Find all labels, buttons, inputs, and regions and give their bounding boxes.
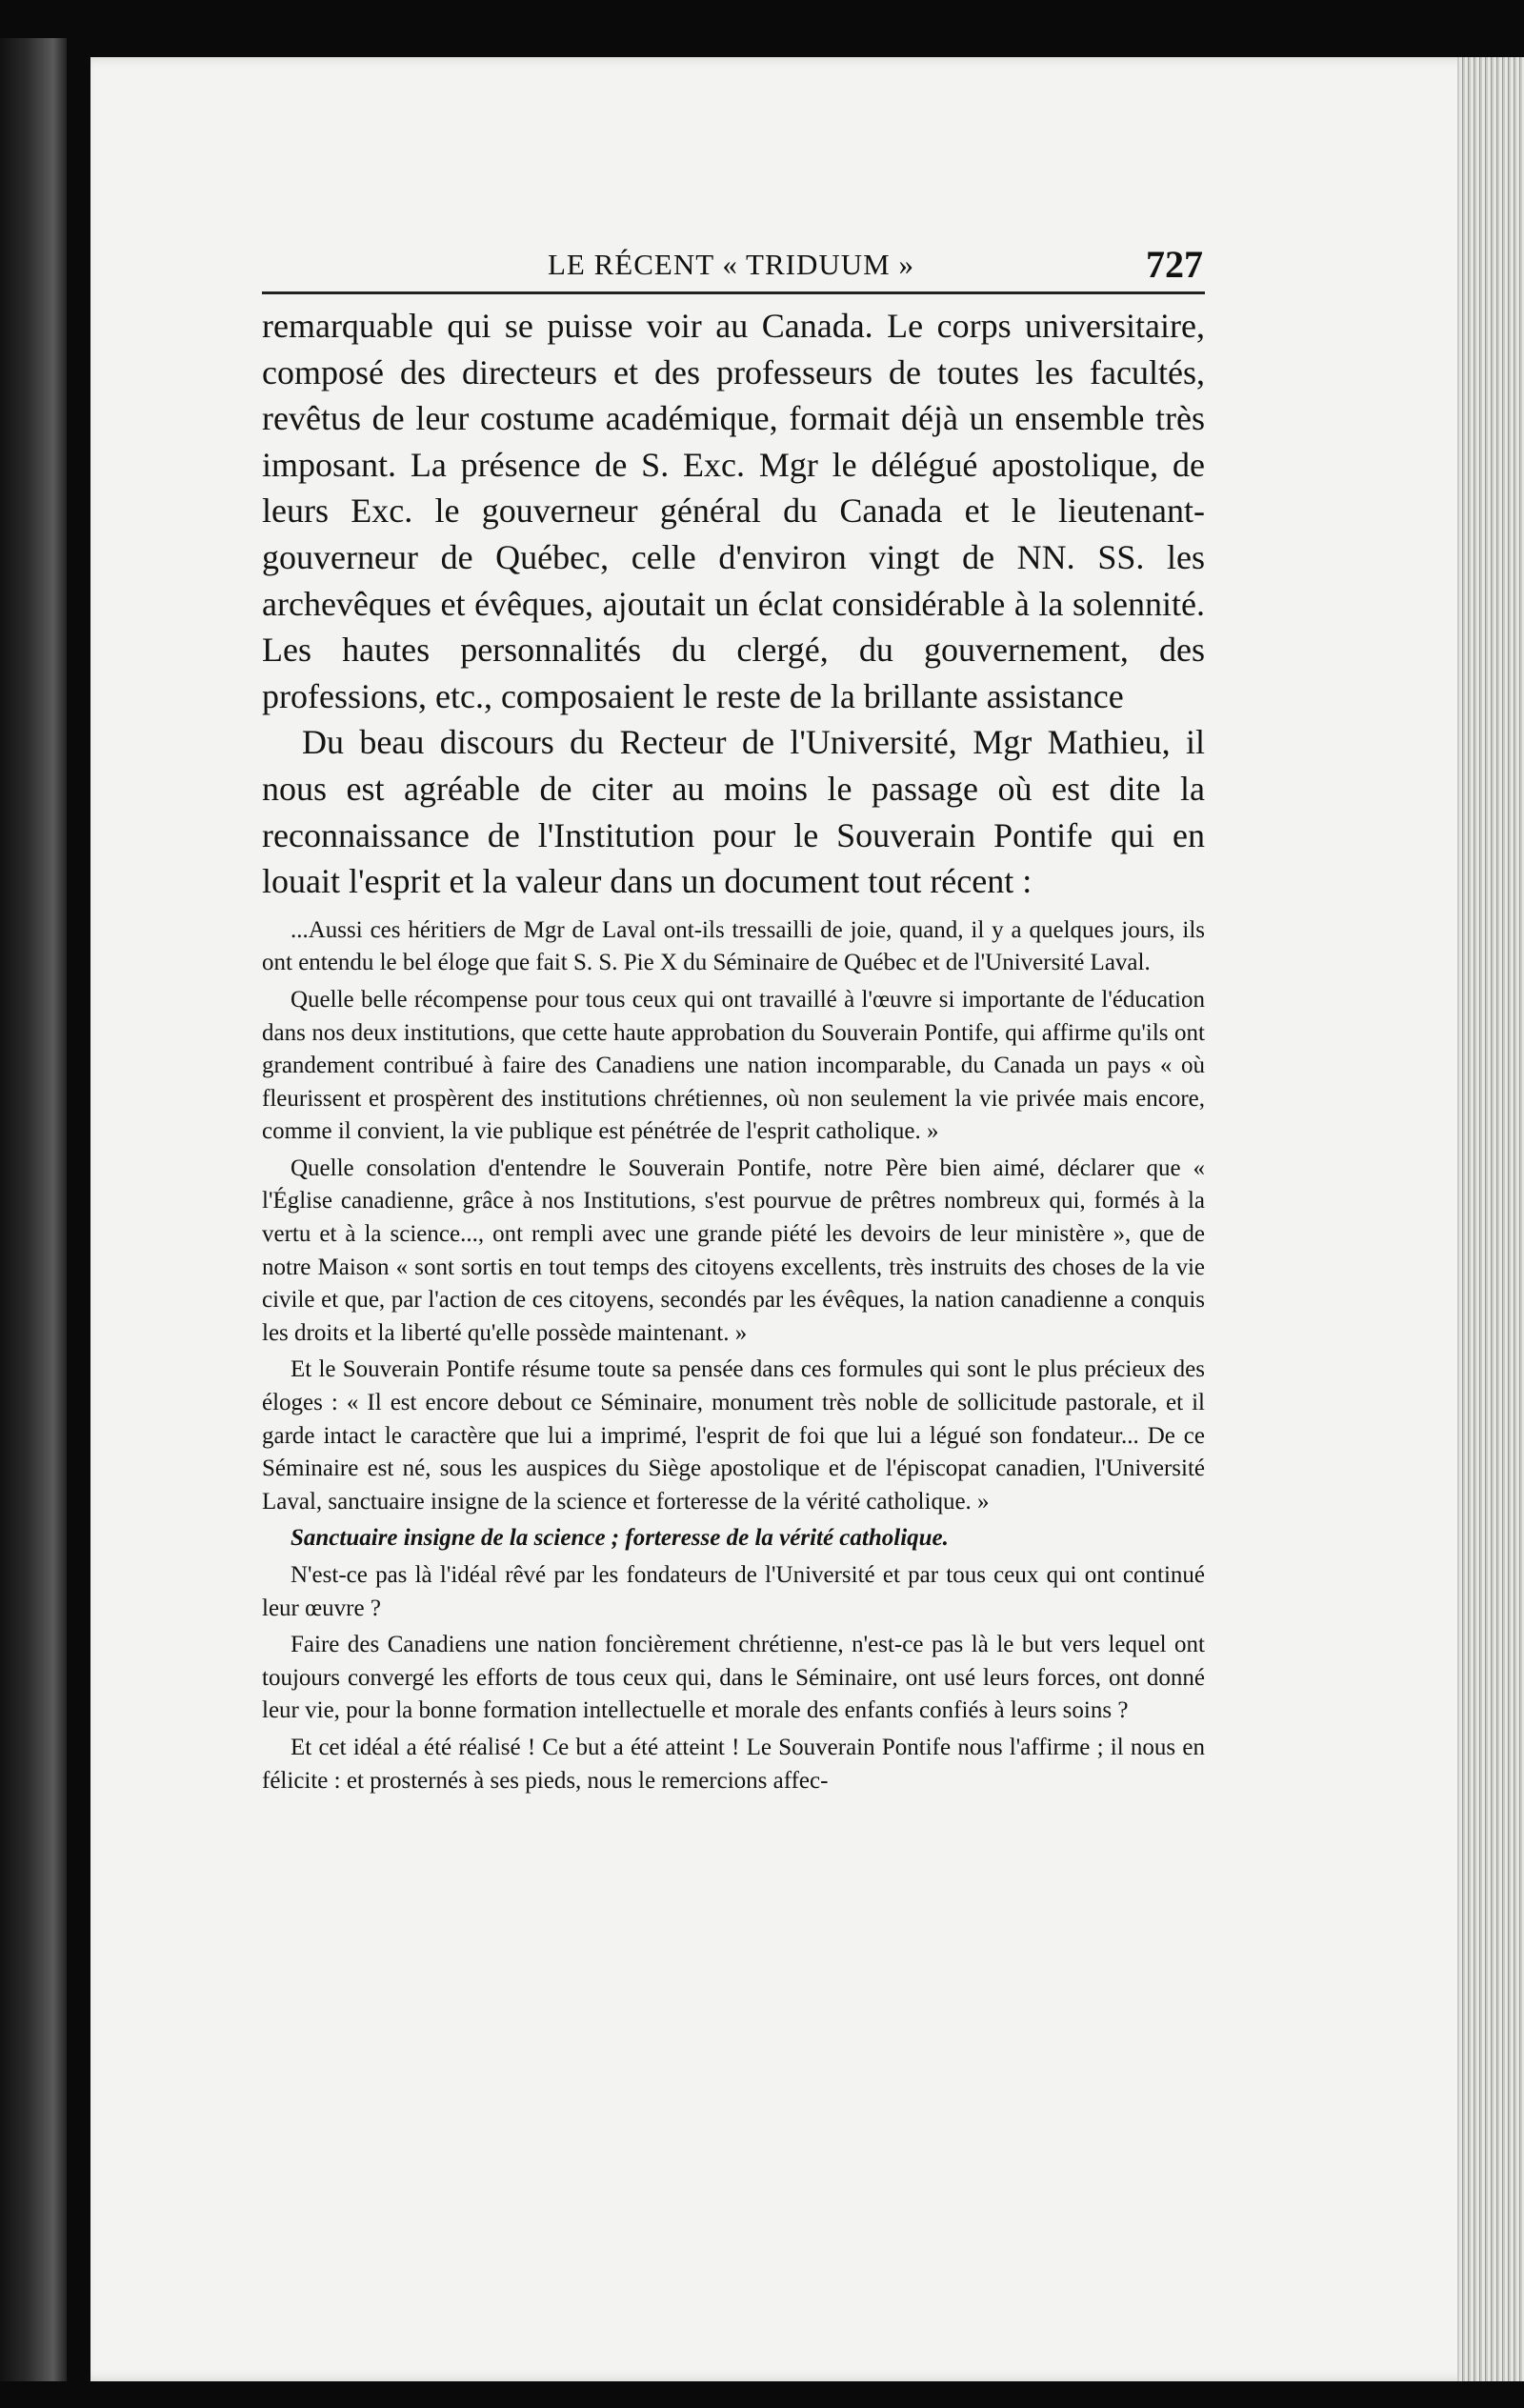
quote-paragraph: Faire des Canadiens une nation foncièrement chrétienne, n'est-ce pas là le but vers lequel ont toujours convergé les efforts de tous ceux qui, dans le Séminaire, ont usé leurs forces, ont donné leur vie, pour la bonne formation intellectuelle et morale des enfants confiés à leurs soins ?	[262, 1632, 1205, 1724]
page-stack-edge	[1457, 57, 1524, 2381]
main-text	[262, 303, 1205, 905]
running-head: LE RÉCENT « TRIDUUM »	[548, 248, 914, 281]
page-number: 727	[1146, 243, 1203, 286]
quote-paragraph: Quelle consolation d'entendre le Souverain Pontife, notre Père bien aimé, déclarer que « l'Église canadienne, grâce à nos Institutions, s'est pourvue de prêtres nombreux qui, formés à la vertu et à la science..., ont rempli avec une grande piété les devoirs de leur ministère », que de notre Maison « sont sortis en tout temps des citoyens excellents, très instruits des choses de la vie civile et que, par l'action de ces citoyens, secondés par les évêques, la nation canadienne a conquis les droits et la liberté qu'elle possède maintenant. »	[262, 1154, 1205, 1346]
page-text	[262, 303, 1205, 1801]
quoted-speech	[262, 914, 1205, 1797]
header-rule	[262, 291, 1205, 294]
quote-paragraph: Et le Souverain Pontife résume toute sa pensée dans ces formules qui sont le plus précieux des éloges : « Il est encore debout ce Séminaire, monument très noble de sollicitude pastorale, et il garde intact le caractère que lui a imprimé, l'esprit de foi que lui a légué son fondateur... De ce Séminaire est né, sous les auspices du Siège apostolique et de l'épiscopat canadien, l'Université Laval, sanctuaire insigne de la science et forteresse de la vérité catholique. »	[262, 1356, 1205, 1515]
paragraph: remarquable qui se puisse voir au Canada. Le corps universitaire, composé des directeurs et des professeurs de toutes les facultés, revêtus de leur costume académique, formait déjà un ensemble très imposant. La présence de S. Exc. Mgr le délégué apostolique, de leurs Exc. le gouverneur général du Canada et le lieutenant-gouverneur de Québec, celle d'environ vingt de NN. SS. les archevêques et évêques, ajoutait un éclat considérable à la solennité. Les hautes personnalités du clergé, du gouvernement, des professions, etc., composaient le reste de la brillante assistance	[262, 307, 1205, 715]
adjacent-page-edge	[0, 38, 67, 2381]
quote-paragraph: N'est-ce pas là l'idéal rêvé par les fondateurs de l'Université et par tous ceux qui ont continué leur œuvre ?	[262, 1562, 1205, 1621]
quote-paragraph: ...Aussi ces héritiers de Mgr de Laval ont-ils tressailli de joie, quand, il y a quelques jours, ils ont entendu le bel éloge que fait S. S. Pie X du Séminaire de Québec et de l'Université Laval.	[262, 916, 1205, 976]
paragraph: Du beau discours du Recteur de l'Université, Mgr Mathieu, il nous est agréable de citer au moins le passage où est dite la reconnaissance de l'Institution pour le Souverain Pontife qui en louait l'esprit et la valeur dans un document tout récent :	[262, 723, 1205, 901]
quote-paragraph: Quelle belle récompense pour tous ceux qui ont travaillé à l'œuvre si importante de l'éducation dans nos deux institutions, que cette haute approbation du Souverain Pontife, qui affirme qu'ils ont grandement contribué à faire des Canadiens une nation incomparable, du Canada un pays « où fleurissent et prospèrent des institutions chrétiennes, où non seulement la vie privée mais encore, comme il convient, la vie publique est pénétrée de l'esprit catholique. »	[262, 986, 1205, 1145]
quote-italic-line: Sanctuaire insigne de la science ; forteresse de la vérité catholique.	[291, 1525, 949, 1552]
quote-paragraph: Et cet idéal a été réalisé ! Ce but a été atteint ! Le Souverain Pontife nous l'affirme ; il nous en félicite : et prosternés à ses pieds, nous le remercions affec-	[262, 1734, 1205, 1794]
